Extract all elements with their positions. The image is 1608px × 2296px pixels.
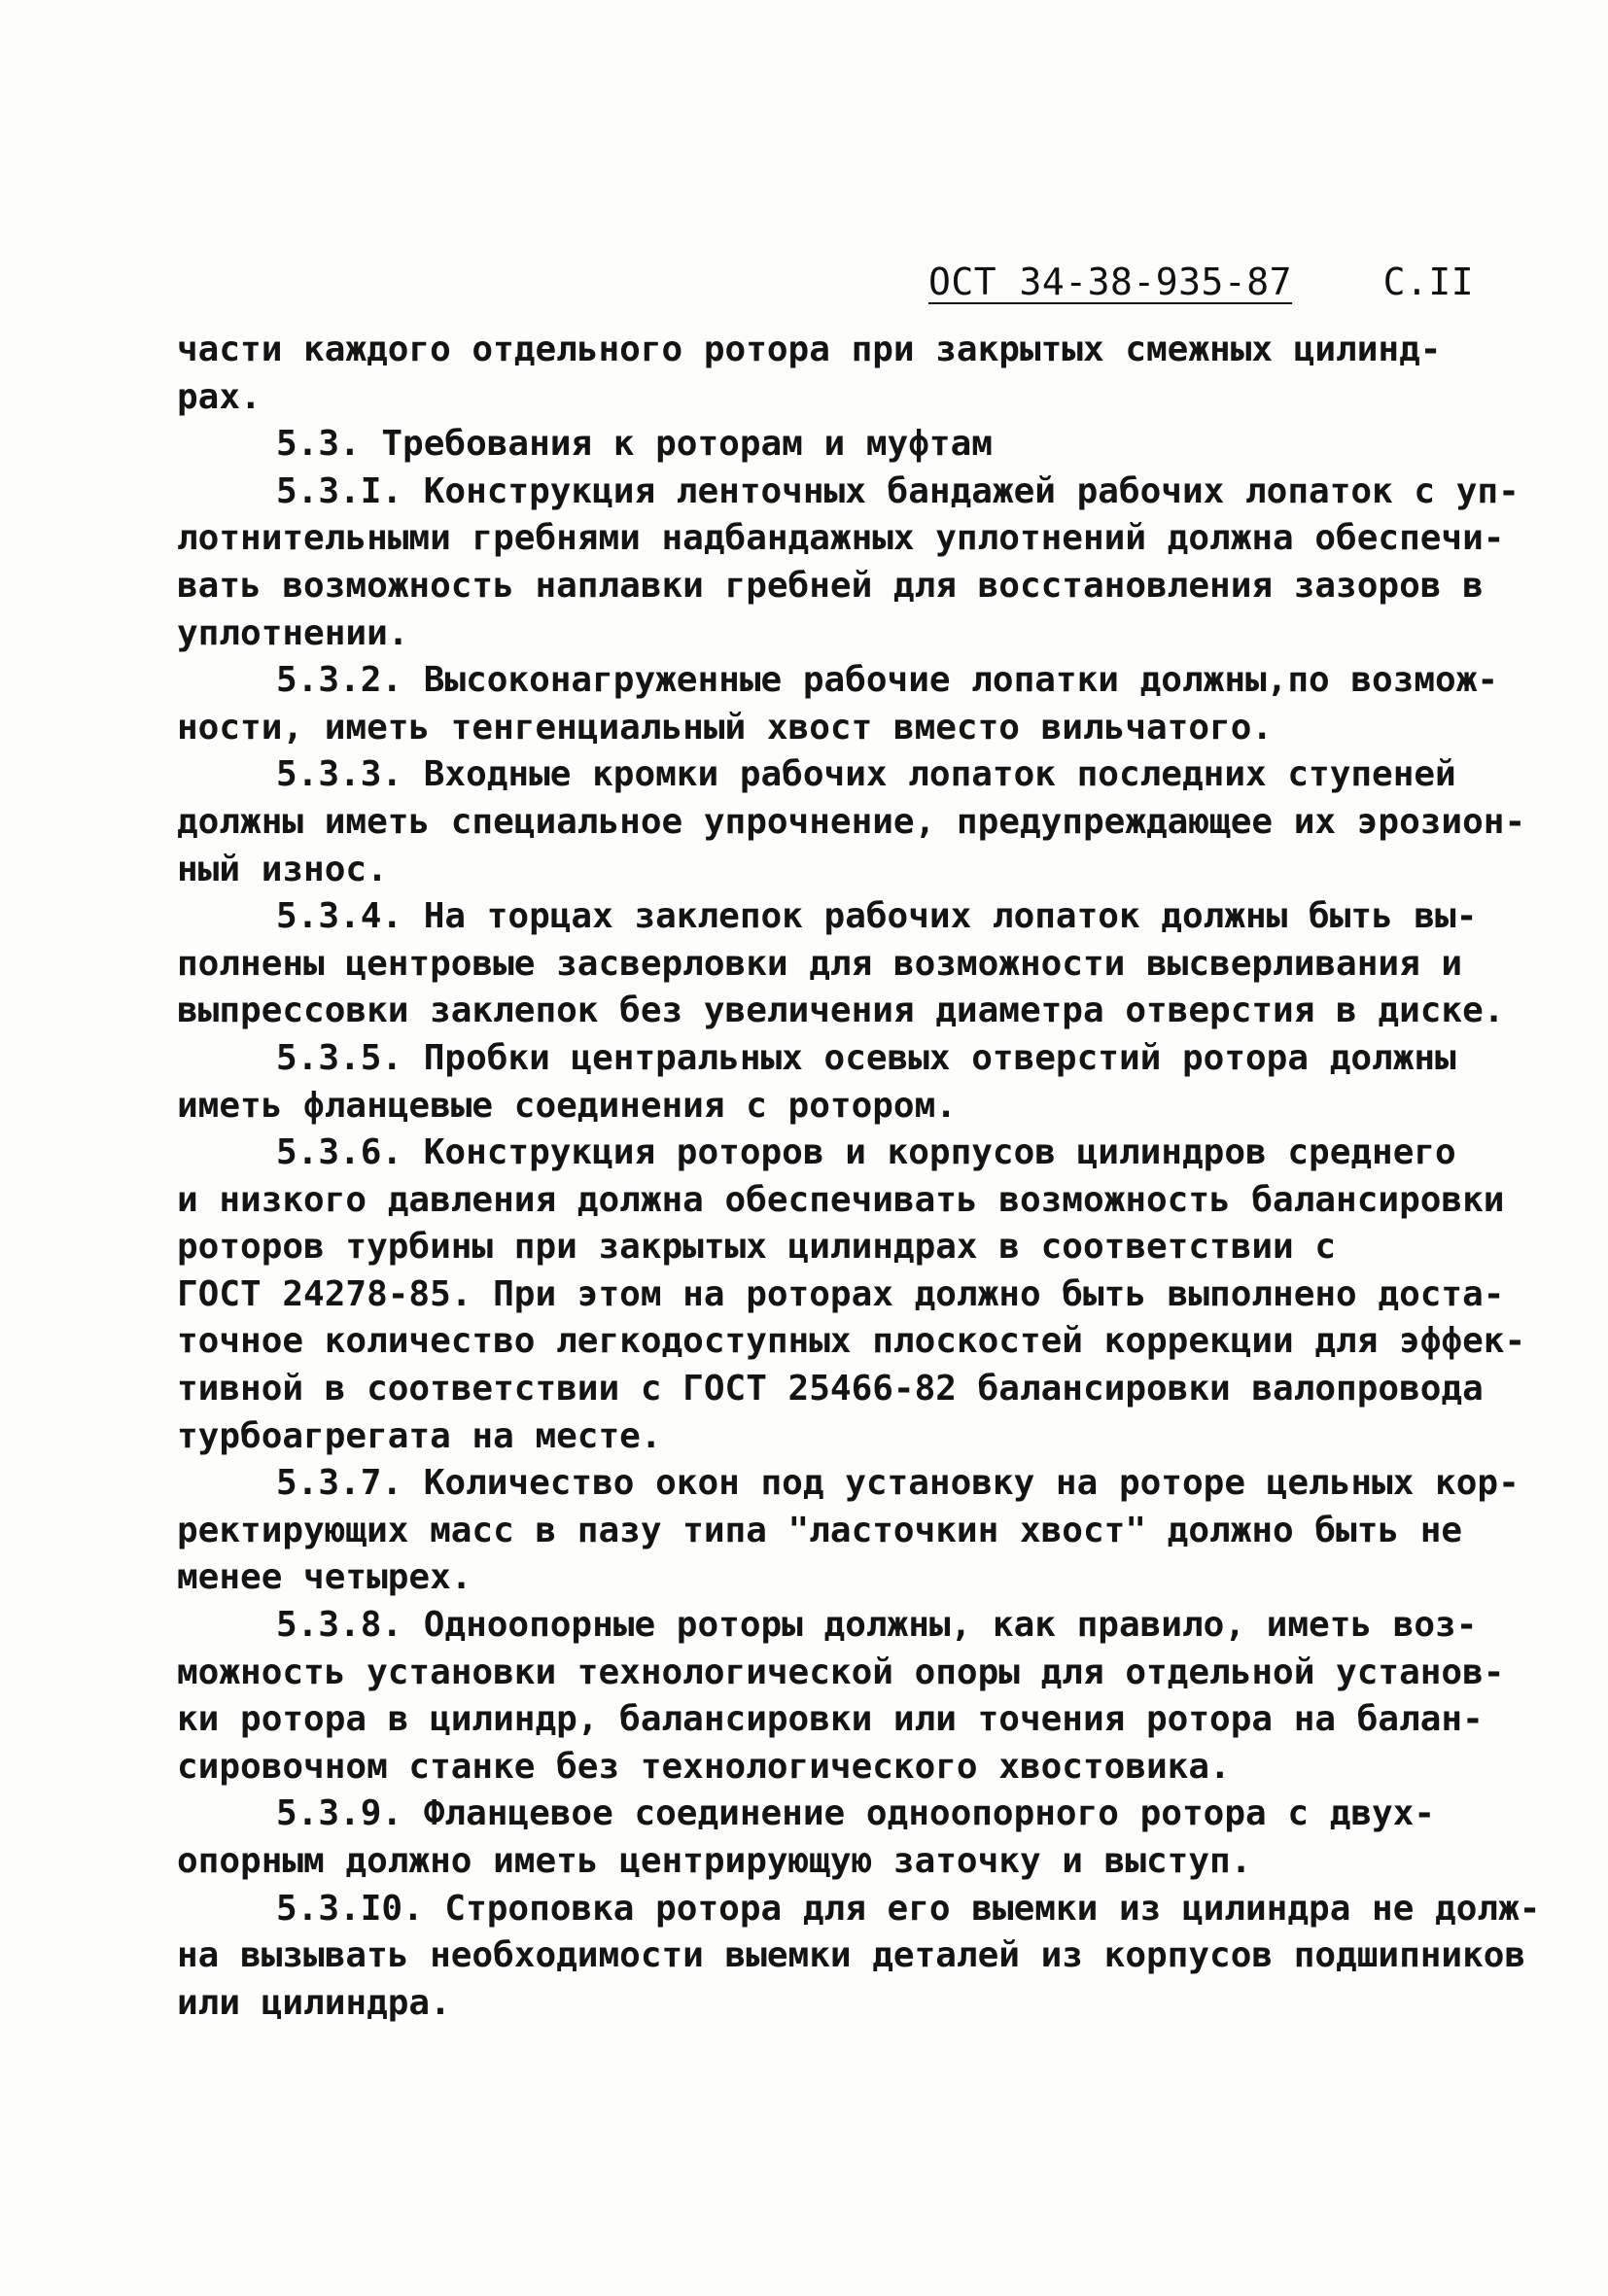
text-line: на вызывать необходимости выемки деталей из корпусов подшипников [177,1935,1526,1976]
text-line: 5.3.9. Фланцевое соединение одноопорного ротора с двух- [276,1793,1436,1834]
text-line: 5.3.7. Количество окон под установку на роторе цельных кор- [276,1463,1520,1504]
text-line: или цилиндра. [177,1982,451,2023]
text-line: 5.3.I. Конструкция ленточных бандажей рабочих лопаток с уп- [276,470,1520,511]
header-spacer [1314,261,1360,303]
text-line: должны иметь специальное упрочнение, предупреждающее их эрозион- [177,801,1526,842]
text-line: 5.3.2. Высоконагруженные рабочие лопатки должны,по возмож- [276,660,1499,701]
text-line: уплотнении. [177,612,409,653]
text-line: части каждого отдельного ротора при закрытых смежных цилинд- [177,330,1442,369]
text-line: 5.3.4. На торцах заклепок рабочих лопаток должны быть вы- [276,896,1478,937]
text-line: 5.3.8. Одноопорные роторы должны, как правило, иметь воз- [276,1605,1478,1646]
text-line: ректирующих масс в пазу типа "ласточкин хвост" должно быть не [177,1510,1463,1550]
text-line: 5.3.3. Входные кромки рабочих лопаток последних ступеней [276,754,1456,795]
text-line: 5.3. Требования к роторам и муфтам [276,424,993,465]
document-code: ОСТ 34-38-935-87 [928,261,1293,303]
page-number: С.II [1382,261,1475,303]
text-line: выпрессовки заклепок без увеличения диаметра отверстия в диске. [177,991,1505,1031]
text-line: точное количество легкодоступных плоскостей коррекции для эффек- [177,1321,1526,1362]
text-line: турбоагрегата на месте. [177,1415,662,1456]
text-line: ГОСТ 24278-85. При этом на роторах должно быть выполнено доста- [177,1273,1505,1314]
text-line: роторов турбины при закрытых цилиндрах в соответствии с [177,1227,1337,1268]
text-line: и низкого давления должна обеспечивать возможность балансировки [177,1179,1505,1220]
body-text [177,327,1541,2027]
text-line: рах. [177,376,262,417]
text-line: можность установки технологической опоры для отдельной установ- [177,1652,1505,1692]
text-line: тивной в соответствии с ГОСТ 25466-82 балансировки валопровода [177,1369,1484,1409]
text-line: ки ротора в цилиндр, балансировки или точения ротора на балан- [177,1699,1484,1740]
text-line: сировочном станке без технологического хвостовика. [177,1746,1231,1787]
text-line: вать возможность наплавки гребней для восстановления зазоров в [177,565,1484,606]
text-line: 5.3.I0. Строповка ротора для его выемки из цилиндра не долж- [276,1888,1541,1929]
text-line: ный износ. [177,849,388,889]
text-line: иметь фланцевые соединения с ротором. [177,1085,957,1126]
page-header [928,261,1475,303]
text-line: ности, иметь тенгенциальный хвост вместо вильчатого. [177,707,1274,748]
text-line: лотнительными гребнями надбандажных уплотнений должна обеспечи- [177,518,1505,559]
text-line: полнены центровые засверловки для возможности высверливания и [177,943,1463,984]
text-line: 5.3.6. Конструкция роторов и корпусов цилиндров среднего [276,1132,1456,1173]
text-line: менее четырех. [177,1557,472,1598]
text-line: опорным должно иметь центрирующую заточку и выступ. [177,1841,1252,1881]
text-line: 5.3.5. Пробки центральных осевых отверстий ротора должны [276,1037,1456,1078]
